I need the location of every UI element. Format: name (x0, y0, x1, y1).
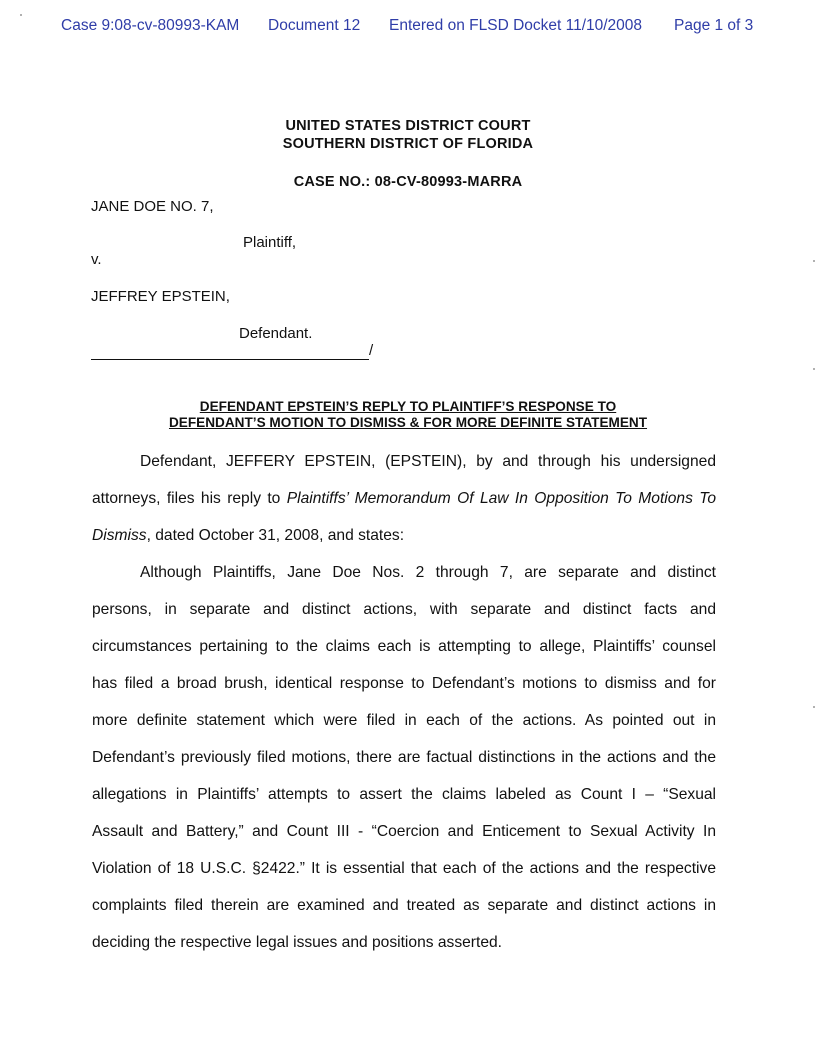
memorandum-title-end: Dismiss (92, 527, 147, 544)
scan-speck (813, 368, 815, 370)
paragraph-1 (92, 452, 716, 563)
caption-slash: / (369, 342, 374, 359)
scan-speck (813, 260, 815, 262)
court-name: UNITED STATES DISTRICT COURT (285, 118, 531, 134)
paragraph-2-line: circumstances pertaining to the claims each is attempting to allege, Plaintiffs’ counsel (92, 638, 716, 655)
docket-entered-date: Entered on FLSD Docket 11/10/2008 (389, 17, 643, 34)
paragraph-1-line-3 (92, 526, 716, 563)
docket-document-number: Document 12 (268, 17, 361, 34)
defendant-role: Defendant. (239, 325, 313, 342)
paragraph-2 (92, 563, 716, 970)
versus: v. (91, 251, 102, 268)
paragraph-2-line: allegations in Plaintiffs’ attempts to assert the claims labeled as Count I – “Sexual (92, 786, 716, 803)
memorandum-title: Plaintiffs’ Memorandum Of Law In Opposition To Motions To (286, 490, 716, 507)
plaintiff-role: Plaintiff, (243, 234, 297, 251)
paragraph-1-line-2 (92, 489, 716, 526)
caption-rule (91, 359, 369, 360)
paragraph-2-line: persons, in separate and distinct actions, with separate and distinct facts and (92, 601, 716, 618)
reply-intro: attorneys, files his reply to (92, 490, 287, 507)
plaintiff-name: JANE DOE NO. 7, (91, 198, 214, 215)
paragraph-2-line: more definite statement which were filed in each of the actions. As pointed out in (92, 712, 716, 729)
paragraph-2-line: Violation of 18 U.S.C. §2422.” It is essential that each of the actions and the respective (92, 860, 716, 877)
document-title-line-2: DEFENDANT’S MOTION TO DISMISS & FOR MORE DEFINITE STATEMENT (168, 415, 648, 430)
document-title-line-1: DEFENDANT EPSTEIN’S REPLY TO PLAINTIFF’S RESPONSE TO (199, 399, 617, 414)
paragraph-2-line: has filed a broad brush, identical response to Defendant’s motions to dismiss and for (92, 675, 716, 692)
paragraph-2-line: deciding the respective legal issues and positions asserted. (92, 934, 503, 951)
paragraph-2-line: complaints filed therein are examined and treated as separate and distinct actions in (92, 897, 716, 914)
paragraph-2-line: Assault and Battery,” and Count III - “Coercion and Enticement to Sexual Activity In (92, 823, 716, 840)
defendant-name: JEFFREY EPSTEIN, (91, 288, 230, 305)
docket-case-number: Case 9:08-cv-80993-KAM (61, 17, 240, 34)
scan-speck (20, 14, 22, 16)
scan-speck (813, 706, 815, 708)
memorandum-date: , dated October 31, 2008, and states: (146, 527, 405, 544)
case-number: CASE NO.: 08-CV-80993-MARRA (293, 174, 523, 190)
paragraph-2-line: Although Plaintiffs, Jane Doe Nos. 2 through 7, are separate and distinct (140, 564, 716, 581)
paragraph-1-line-1: Defendant, JEFFERY EPSTEIN, (EPSTEIN), by and through his undersigned (140, 453, 716, 470)
docket-page-number: Page 1 of 3 (674, 17, 754, 34)
court-district: SOUTHERN DISTRICT OF FLORIDA (282, 136, 534, 152)
paragraph-2-line: Defendant’s previously filed motions, there are factual distinctions in the actions and the (92, 749, 716, 766)
